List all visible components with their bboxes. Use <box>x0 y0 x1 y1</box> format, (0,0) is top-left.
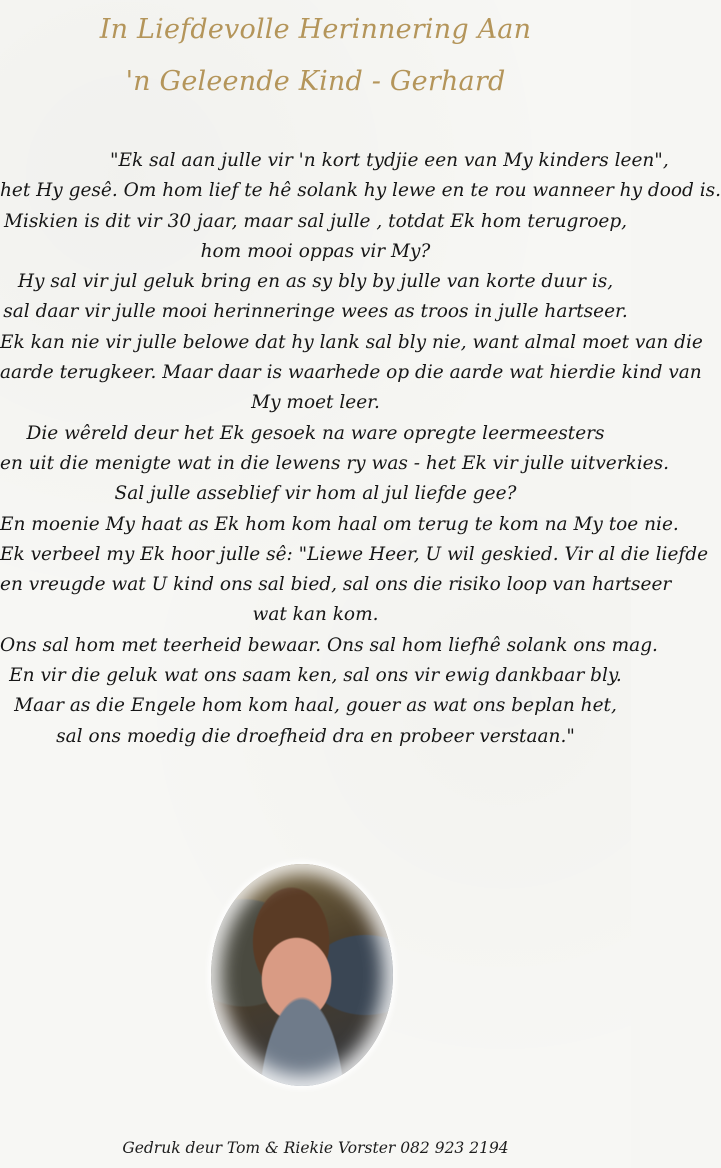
poem-line: En vir die geluk wat ons saam ken, sal ons vir ewig dankbaar bly. <box>9 665 622 687</box>
poem-text <box>0 146 721 752</box>
poem-line: Die wêreld deur het Ek gesoek na ware opregte leermeesters <box>26 422 605 444</box>
poem-line: Sal julle asseblief vir hom al jul liefde gee? <box>114 483 517 505</box>
poem-line: Ek verbeel my Ek hoor julle sê: "Liewe Heer, U wil geskied. Vir al die liefde <box>0 543 709 565</box>
title-line-1: In Liefdevolle Herinnering Aan <box>99 14 532 45</box>
poem-line: sal ons moedig die droefheid dra en probeer verstaan." <box>56 725 575 747</box>
poem-line: "Ek sal aan julle vir 'n kort tydjie een van My kinders leen", <box>110 150 669 171</box>
title-line-2: 'n Geleende Kind - Gerhard <box>125 66 506 97</box>
poem-line: Miskien is dit vir 30 jaar, maar sal julle , totdat Ek hom terugroep, <box>3 210 628 232</box>
poem-line: en vreugde wat U kind ons sal bied, sal ons die risiko loop van hartseer <box>0 574 672 596</box>
poem-line: aarde terugkeer. Maar daar is waarhede op die aarde wat hierdie kind van <box>0 362 702 384</box>
poem-line: Maar as die Engele hom kom haal, gouer as wat ons beplan het, <box>14 695 617 717</box>
poem-line: en uit die menigte wat in die lewens ry was - het Ek vir julle uitverkies. <box>0 452 670 474</box>
printer-credit: Gedruk deur Tom & Riekie Vorster 082 923 2194 <box>122 1139 509 1157</box>
poem-line: het Hy gesê. Om hom lief te hê solank hy lewe en te rou wanneer hy dood is. <box>0 180 721 202</box>
poem-line: Hy sal vir jul geluk bring en as sy bly by julle van korte duur is, <box>17 271 614 293</box>
portrait-photo <box>211 864 393 1086</box>
poem-line: wat kan kom. <box>252 604 379 626</box>
poem-line: Ek kan nie vir julle belowe dat hy lank sal bly nie, want almal moet van die <box>0 331 703 353</box>
poem-line: En moenie My haat as Ek hom kom haal om terug te kom na My toe nie. <box>0 513 679 535</box>
poem-line: My moet leer. <box>251 392 380 414</box>
poem-line: hom mooi oppas vir My? <box>200 240 431 262</box>
photo-vignette <box>211 864 393 1086</box>
poem-line: sal daar vir julle mooi herinneringe wees as troos in julle hartseer. <box>3 301 628 323</box>
poem-line: Ons sal hom met teerheid bewaar. Ons sal hom liefhê solank ons mag. <box>0 634 658 656</box>
